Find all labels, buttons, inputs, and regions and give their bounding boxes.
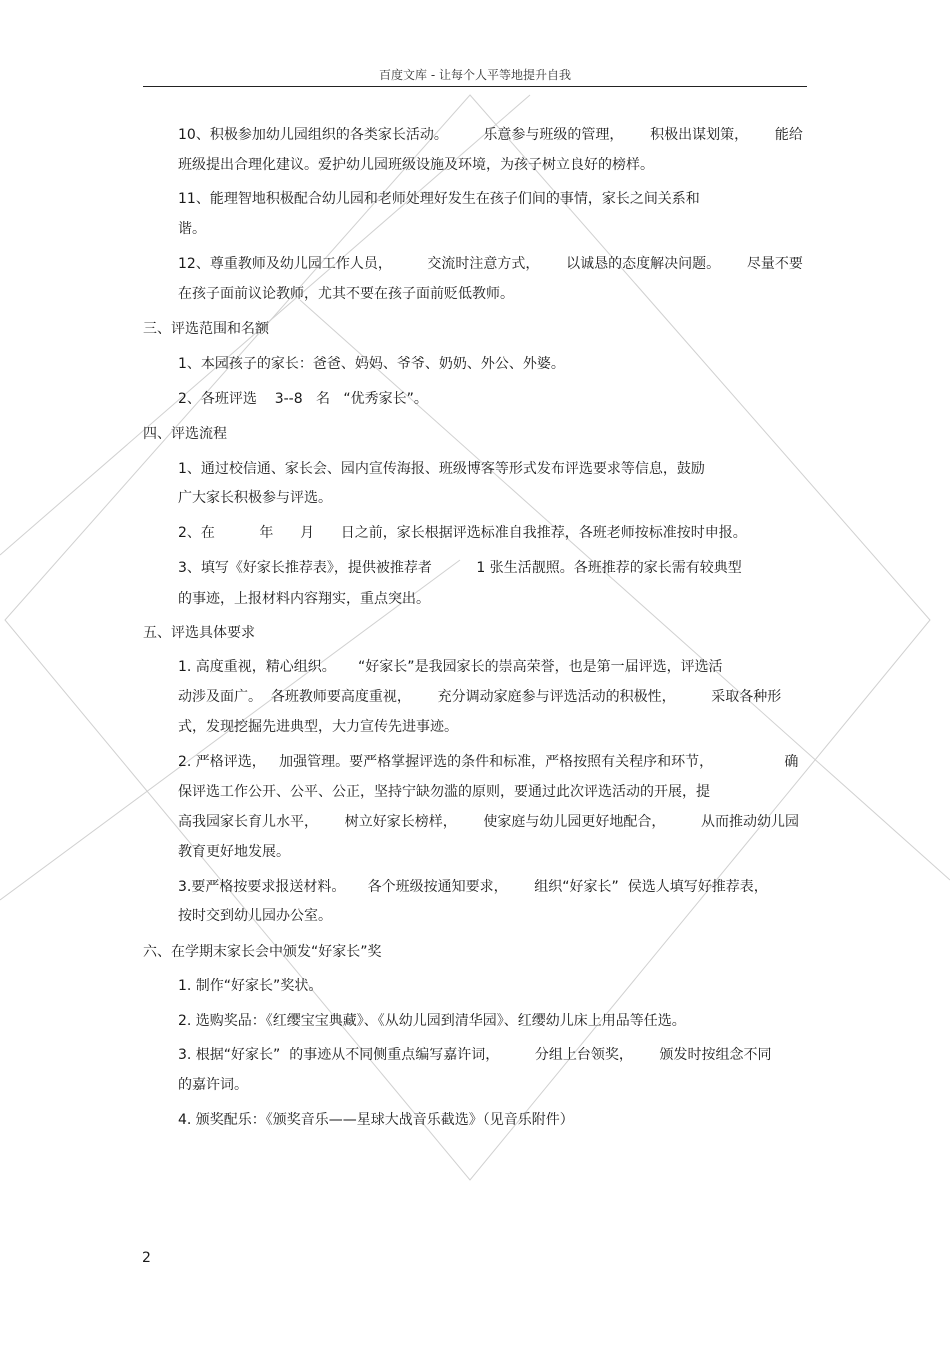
text-line: 谐。 <box>178 221 206 237</box>
text-line: 在孩子面前议论教师，尤其不要在孩子面前贬低教师。 <box>178 286 514 302</box>
text-line: 2. 选购奖品：《红缨宝宝典藏》、《从幼儿园到清华园》、红缨幼儿床上用品等任选。 <box>178 1013 686 1029</box>
text-line: 2、在 年 月 日之前，家长根据评选标准自我推荐，各班老师按标准按时申报。 <box>178 525 747 541</box>
header-rule <box>143 86 807 87</box>
section-heading: 四、评选流程 <box>143 426 227 442</box>
text-line: 3、填写《好家长推荐表》，提供被推荐者 1 张生活靓照。各班推荐的家长需有较典型 <box>178 560 742 576</box>
text-line: 按时交到幼儿园办公室。 <box>178 908 332 924</box>
text-line: 的事迹，上报材料内容翔实，重点突出。 <box>178 591 430 607</box>
text-line: 教育更好地发展。 <box>178 844 290 860</box>
section-heading: 五、评选具体要求 <box>143 625 255 641</box>
text-line: 1. 制作“好家长”奖状。 <box>178 978 323 994</box>
text-line: 10、积极参加幼儿园组织的各类家长活动。 乐意参与班级的管理， 积极出谋划策， 能给 <box>178 127 803 143</box>
text-line: 12、尊重教师及幼儿园工作人员， 交流时注意方式， 以诚恳的态度解决问题。 尽量不要 <box>178 256 803 272</box>
text-line: 1. 高度重视，精心组织。 “好家长”是我园家长的崇高荣誉，也是第一届评选，评选活 <box>178 659 723 675</box>
text-line: 2. 严格评选， 加强管理。要严格掌握评选的条件和标准，严格按照有关程序和环节， 确 <box>178 754 799 770</box>
page-number: 2 <box>142 1250 151 1266</box>
section-heading: 三、评选范围和名额 <box>143 321 269 337</box>
text-line: 动涉及面广。 各班教师要高度重视， 充分调动家庭参与评选活动的积极性， 采取各种形 <box>178 689 782 705</box>
text-line: 4. 颁奖配乐：《颁奖音乐——星球大战音乐截选》（见音乐附件） <box>178 1112 574 1128</box>
text-line: 式，发现挖掘先进典型，大力宣传先进事迹。 <box>178 719 458 735</box>
page-header: 百度文库 - 让每个人平等地提升自我 <box>379 68 571 82</box>
text-line: 3. 根据“好家长” 的事迹从不同侧重点编写嘉许词， 分组上台领奖， 颁发时按组念不同 <box>178 1047 772 1063</box>
text-line: 2、各班评选 3--8 名 “优秀家长”。 <box>178 391 428 407</box>
text-line: 3.要严格按要求报送材料。 各个班级按通知要求， 组织“好家长” 侯选人填写好推荐表， <box>178 879 768 895</box>
text-line: 高我园家长育儿水平， 树立好家长榜样， 使家庭与幼儿园更好地配合， 从而推动幼儿园 <box>178 814 800 830</box>
text-line: 班级提出合理化建议。爱护幼儿园班级设施及环境，为孩子树立良好的榜样。 <box>178 157 654 173</box>
section-heading: 六、在学期末家长会中颁发“好家长”奖 <box>143 944 382 960</box>
text-line: 保评选工作公开、公平、公正，坚持宁缺勿滥的原则，要通过此次评选活动的开展，提 <box>178 784 710 800</box>
text-line: 1、通过校信通、家长会、园内宣传海报、班级博客等形式发布评选要求等信息，鼓励 <box>178 461 705 477</box>
text-line: 1、本园孩子的家长：爸爸、妈妈、爷爷、奶奶、外公、外婆。 <box>178 356 565 372</box>
text-line: 11、能理智地积极配合幼儿园和老师处理好发生在孩子们间的事情，家长之间关系和 <box>178 191 700 207</box>
text-line: 广大家长积极参与评选。 <box>178 490 332 506</box>
text-line: 的嘉许词。 <box>178 1077 248 1093</box>
